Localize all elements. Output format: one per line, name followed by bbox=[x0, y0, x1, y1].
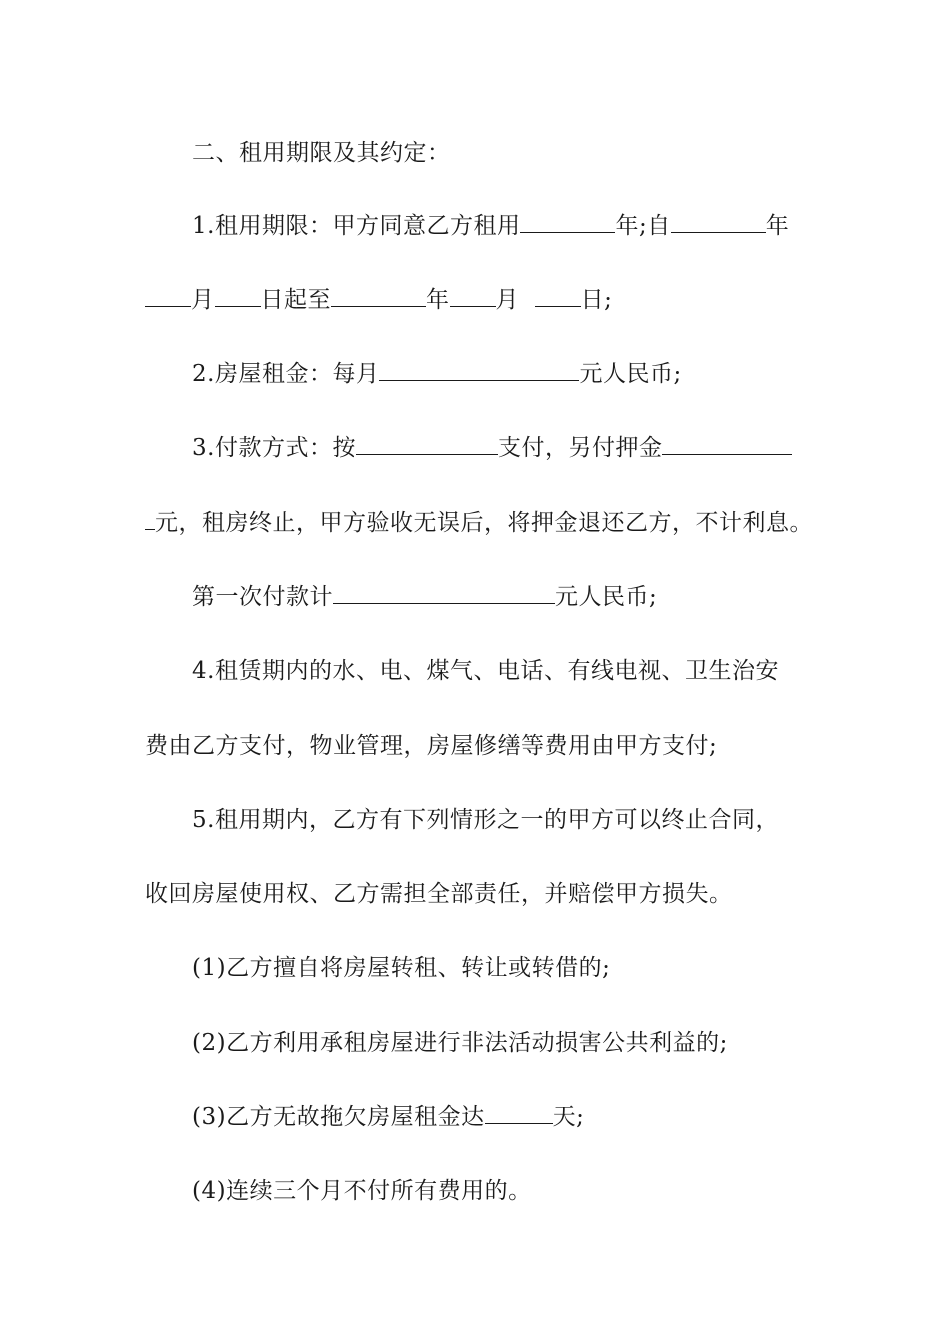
clause-4-line-2 bbox=[145, 730, 815, 762]
clause-5-item-2 bbox=[192, 1027, 862, 1059]
arrears-days-blank bbox=[485, 1101, 553, 1124]
clause-3-text: 3.付款方式：按 bbox=[192, 435, 356, 461]
first-payment-line bbox=[192, 581, 862, 613]
clause-1-text: 月 bbox=[495, 287, 519, 313]
clause-5-item-4 bbox=[192, 1175, 862, 1207]
clause-3-text: 支付，另付押金 bbox=[497, 435, 663, 461]
list-item: (4)连续三个月不付所有费用的。 bbox=[192, 1178, 532, 1204]
monthly-rent-blank bbox=[379, 358, 579, 381]
clause-5-line-2 bbox=[145, 878, 815, 910]
clause-4-text: 费由乙方支付，物业管理，房屋修缮等费用由甲方支付; bbox=[145, 733, 718, 759]
clause-5-text: 5.租用期内，乙方有下列情形之一的甲方可以终止合同， bbox=[192, 807, 779, 833]
clause-2-text: 2.房屋租金：每月 bbox=[192, 361, 380, 387]
first-payment-text: 元人民币; bbox=[555, 584, 658, 610]
clause-2-text: 元人民币; bbox=[579, 361, 682, 387]
clause-1-text: 年;自 bbox=[615, 213, 671, 239]
clause-1-text: 1.租用期限：甲方同意乙方租用 bbox=[192, 213, 521, 239]
section-heading bbox=[192, 137, 862, 169]
clause-4-text: 4.租赁期内的水、电、煤气、电话、有线电视、卫生治安 bbox=[192, 658, 779, 684]
clause-5-line-1 bbox=[192, 804, 862, 836]
list-item: (1)乙方擅自将房屋转租、转让或转借的; bbox=[192, 955, 611, 981]
clause-3-line-2 bbox=[145, 507, 815, 539]
end-day-blank bbox=[535, 284, 581, 307]
payment-method-blank bbox=[356, 432, 498, 455]
list-item: 天; bbox=[552, 1104, 585, 1130]
start-day-blank bbox=[215, 284, 261, 307]
section-heading-text: 二、租用期限及其约定： bbox=[192, 140, 451, 166]
clause-3-line-1 bbox=[192, 432, 862, 464]
end-month-blank bbox=[450, 284, 496, 307]
clause-1-text: 月 bbox=[191, 287, 215, 313]
clause-5-text: 收回房屋使用权、乙方需担全部责任，并赔偿甲方损失。 bbox=[145, 881, 733, 907]
clause-1-text: 日起至 bbox=[260, 287, 331, 313]
list-item: (2)乙方利用承租房屋进行非法活动损害公共利益的; bbox=[192, 1030, 728, 1056]
clause-5-item-3 bbox=[192, 1101, 862, 1133]
first-payment-text: 第一次付款计 bbox=[192, 584, 333, 610]
clause-3-text: 元，租房终止，甲方验收无误后，将押金退还乙方，不计利息。 bbox=[155, 510, 813, 536]
clause-1-line-2 bbox=[145, 284, 815, 316]
first-payment-blank bbox=[333, 581, 555, 604]
deposit-blank bbox=[662, 432, 792, 455]
clause-5-item-1 bbox=[192, 952, 862, 984]
start-year-blank bbox=[671, 210, 766, 233]
clause-2 bbox=[192, 358, 862, 390]
clause-4-line-1 bbox=[192, 655, 862, 687]
deposit-blank-continued bbox=[145, 507, 155, 530]
clause-1-line-1 bbox=[192, 210, 862, 242]
end-year-blank bbox=[331, 284, 426, 307]
list-item: (3)乙方无故拖欠房屋租金达 bbox=[192, 1104, 485, 1130]
lease-years-blank bbox=[520, 210, 615, 233]
clause-1-text: 日; bbox=[580, 287, 613, 313]
clause-1-text: 年 bbox=[426, 287, 450, 313]
clause-1-text: 年 bbox=[765, 213, 790, 239]
start-month-blank bbox=[145, 284, 191, 307]
